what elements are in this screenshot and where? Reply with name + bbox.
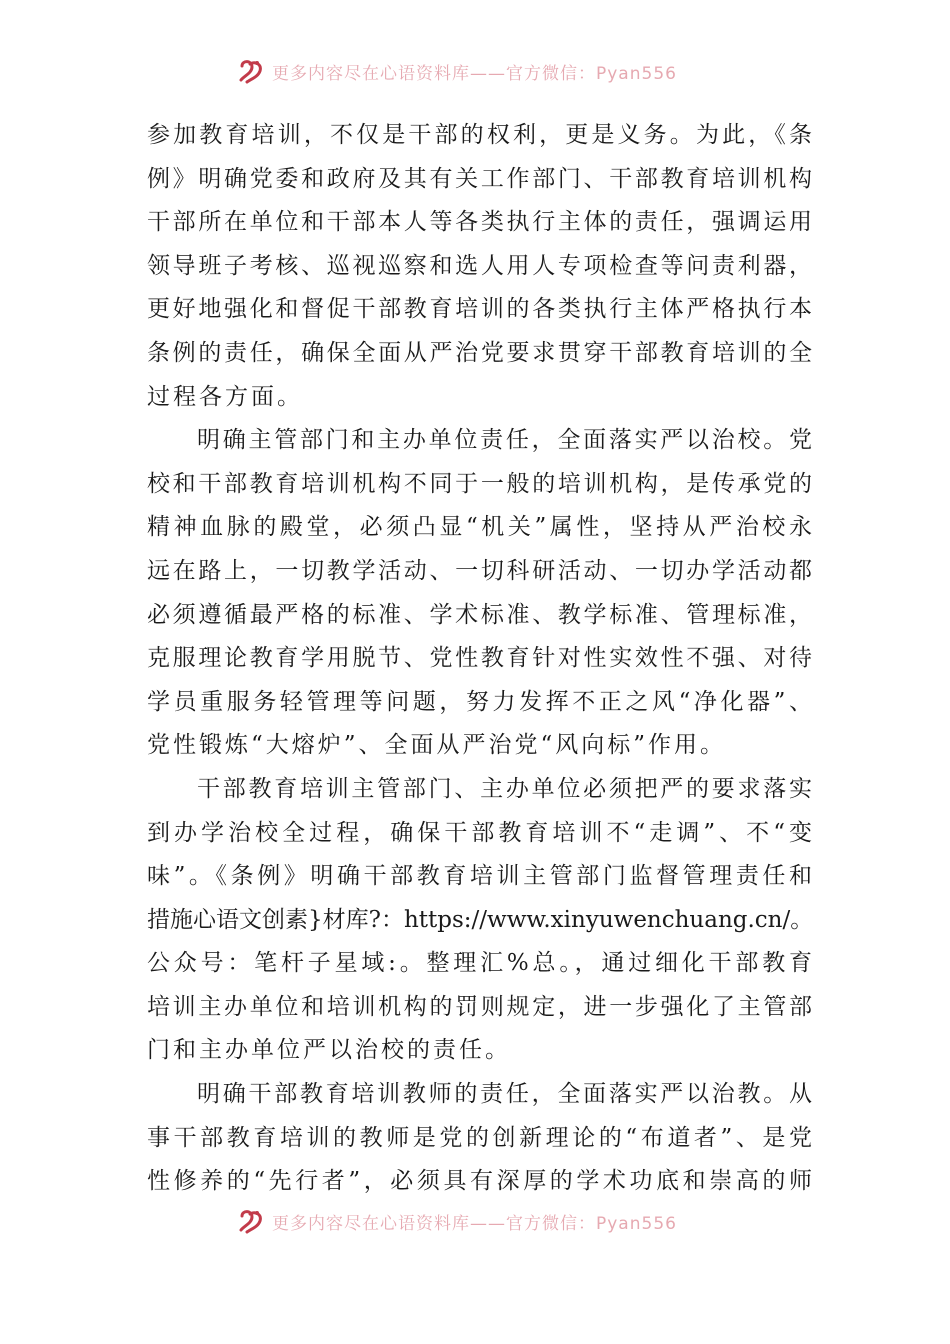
logo-icon <box>238 58 264 84</box>
watermark-text: 更多内容尽在心语资料库——官方微信：Pyan556 <box>272 1213 677 1234</box>
text-line: 条例的责任，确保全面从严治党要求贯穿干部教育培训的全 <box>147 339 812 366</box>
text-line: 参加教育培训，不仅是干部的权利，更是义务。为此，《条 <box>147 122 812 148</box>
footer-watermark <box>0 1206 950 1246</box>
header-watermark <box>0 52 950 92</box>
text-line: 干部所在单位和干部本人等各类执行主体的责任，强调运用 <box>147 209 812 236</box>
text-line: 味”。《条例》明确干部教育培训主管部门监督管理责任和 <box>147 863 812 890</box>
text-line: 过程各方面。 <box>147 383 303 410</box>
logo-icon <box>238 1208 264 1234</box>
text-line: 党性锻炼“大熔炉”、全面从严治党“风向标”作用。 <box>147 732 727 759</box>
text-line: 学员重服务轻管理等问题，努力发挥不正之风“净化器”、 <box>147 688 812 715</box>
text-line: 克服理论教育学用脱节、党性教育针对性实效性不强、对待 <box>147 645 812 672</box>
text-line: 远在路上，一切教学活动、一切科研活动、一切办学活动都 <box>147 557 812 584</box>
text-line: 领导班子考核、巡视巡察和选人用人专项检查等问责利器， <box>147 252 812 279</box>
text-line: 例》明确党委和政府及其有关工作部门、干部教育培训机构 <box>147 165 812 192</box>
text-line: 措施心语文创素}材库?：https://www.xinyuwenchuang.cn/。 <box>147 906 814 933</box>
paragraph-start-line: 干部教育培训主管部门、主办单位必须把严的要求落实 <box>197 775 812 802</box>
paragraph-start-line: 明确主管部门和主办单位责任，全面落实严以治校。党 <box>197 427 812 454</box>
text-line: 精神血脉的殿堂，必须凸显“机关”属性，坚持从严治校永 <box>147 514 812 541</box>
text-line: 培训主办单位和培训机构的罚则规定，进一步强化了主管部 <box>147 993 812 1020</box>
text-line: 门和主办单位严以治校的责任。 <box>147 1037 511 1064</box>
watermark-text: 更多内容尽在心语资料库——官方微信：Pyan556 <box>272 63 677 84</box>
text-line: 事干部教育培训的教师是党的创新理论的“布道者”、是党 <box>147 1124 812 1151</box>
text-line: 性修养的“先行者”，必须具有深厚的学术功底和崇高的师 <box>147 1168 812 1195</box>
document-body <box>147 114 812 1204</box>
text-line: 到办学治校全过程，确保干部教育培训不“走调”、不“变 <box>147 819 812 846</box>
text-line: 更好地强化和督促干部教育培训的各类执行主体严格执行本 <box>147 296 812 323</box>
paragraph-start-line: 明确干部教育培训教师的责任，全面落实严以治教。从 <box>197 1081 812 1108</box>
text-line: 公众号：笔杆子星域:。整理汇%总。，通过细化干部教育 <box>147 950 812 977</box>
text-line: 必须遵循最严格的标准、学术标准、教学标准、管理标准， <box>147 601 812 628</box>
text-line: 校和干部教育培训机构不同于一般的培训机构，是传承党的 <box>147 470 812 497</box>
